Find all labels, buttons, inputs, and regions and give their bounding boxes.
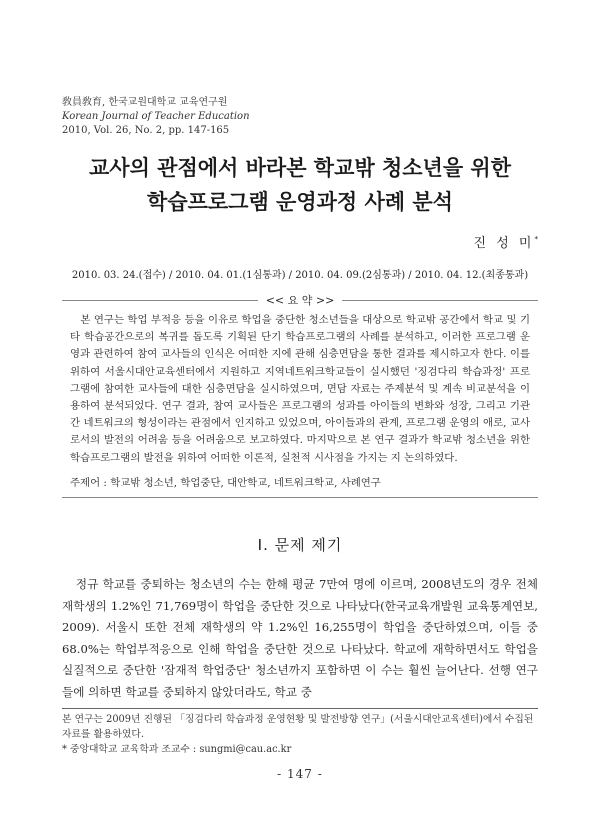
keywords-divider bbox=[62, 497, 538, 498]
footnote-funding: 본 연구는 2009년 진행된 「징검다리 학습과정 운영현황 및 발전방향 연구」(서울시대안교육센터)에서 수집된 자료를 활용하였다. bbox=[62, 714, 534, 740]
body-paragraph: 정규 학교를 중퇴하는 청소년의 수는 한해 평균 7만여 명에 이르며, 2008년도의 경우 전체 재학생의 1.2%인 71,769명이 학업을 중단한 것으로 나타났다(한국교육개발원 교육통계연보, 2009). 서울시 또한 전체 재학생의 약 1.2%인 16,255명이 학업을 중단하였으며, 이들 중 68.0%는 학업부적응으로 인해 학업을 중단한 것으로 나타났다. 학교에 재학하면서도 학업을 실질적으로 중단한 '잠재적 학업중단' 청소년까지 포함하면 이 수는 훨씬 늘어난다. 선행 연구들에 의하면 학교를 중퇴하지 않았더라도, 학교 중 bbox=[62, 577, 538, 699]
journal-header bbox=[62, 96, 250, 138]
footnote-divider bbox=[62, 708, 538, 709]
review-dates: 2010. 03. 24.(접수) / 2010. 04. 01.(1심통과) / 2010. 04. 09.(2심통과) / 2010. 04. 12.(최종통과) bbox=[71, 270, 529, 281]
abstract-heading-label: << 요 약 >> bbox=[265, 294, 335, 307]
paper-title-line-2: 학습프로그램 운영과정 사례 분석 bbox=[147, 190, 453, 214]
footnotes bbox=[62, 712, 538, 757]
journal-name-korean: 敎員敎育, 한국교원대학교 교육연구원 bbox=[62, 97, 228, 108]
author bbox=[474, 232, 538, 251]
abstract-text: 본 연구는 학업 부적응 등을 이유로 학업을 중단한 청소년들을 대상으로 학교밖 공간에서 학교 및 기타 학습공간으로의 복귀를 돕도록 기획된 단기 학습프로그램의 사례를 분석하고, 이러한 프로그램 운영과 관련하여 참여 교사들의 인식은 어떠한 지에 관해 심층면담을 통한 결과를 제시하고자 한다. 이를 위하여 서울시대안교육센터에서 지원하고 지역네트워크학교들이 실시했던 '징검다리 학습과정' 프로그램에 참여한 교사들에 대한 심층면담을 실시하였으며, 면담 자료는 주제분석 및 계속 비교분석을 이용하여 분석되었다. 연구 결과, 참여 교사들은 프로그램의 성과를 아이들의 변화와 성장, 그리고 기관간 네트워크의 형성이라는 관점에서 인지하고 있었으며, 아이들과의 관계, 프로그램 운영의 애로, 교사로서의 발전의 어려움 등을 어려움으로 보고하였다. 마지막으로 본 연구 결과가 학교밖 청소년을 위한 학습프로그램의 발전을 위하여 어떠한 이론적, 실천적 시사점을 가지는 지 논의하였다. bbox=[70, 314, 530, 464]
abstract-heading bbox=[62, 292, 538, 308]
author-footnote-mark: * bbox=[534, 235, 538, 244]
keywords: 주제어 : 학교밖 청소년, 학업중단, 대안학교, 네트워크학교, 사례연구 bbox=[70, 477, 381, 489]
section-heading: Ⅰ. 문제 제기 bbox=[257, 536, 343, 554]
author-name: 진 성 미 bbox=[473, 236, 535, 251]
paper-title-line-1: 교사의 관점에서 바라본 학교밖 청소년을 위한 bbox=[89, 156, 511, 180]
journal-name-english: Korean Journal of Teacher Education bbox=[62, 111, 250, 122]
page-number: - 147 - bbox=[277, 767, 323, 781]
journal-citation: 2010, Vol. 26, No. 2, pp. 147-165 bbox=[62, 125, 230, 136]
abstract-heading-rule-right bbox=[342, 300, 538, 301]
footnote-affiliation: * 중앙대학교 교육학과 조교수 : sungmi@cau.ac.kr bbox=[62, 744, 292, 755]
